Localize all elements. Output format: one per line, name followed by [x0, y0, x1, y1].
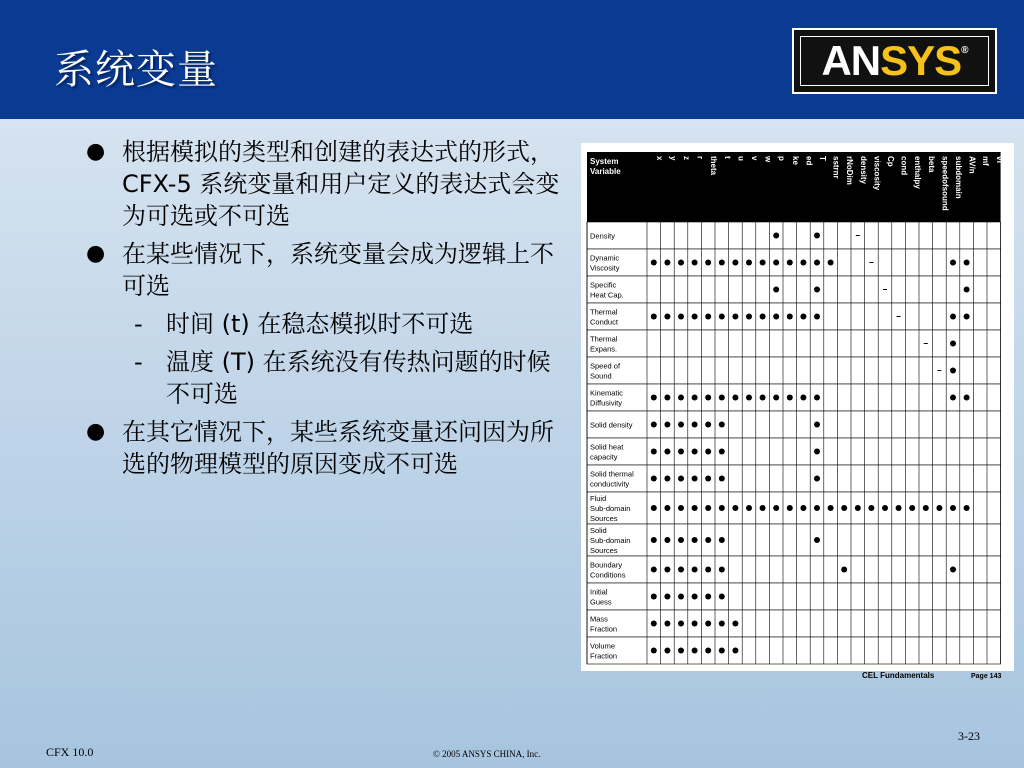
availability-dot [814, 395, 820, 401]
availability-dot [773, 233, 779, 239]
column-header: z [682, 156, 691, 160]
availability-dot [719, 476, 725, 482]
bullet-dot-icon: ● [86, 139, 106, 164]
bullet-dot-icon: ● [86, 241, 106, 266]
availability-dot [705, 505, 711, 511]
table-row [587, 610, 1001, 637]
table-row [587, 556, 1001, 583]
availability-dot [664, 314, 670, 320]
availability-dot [950, 341, 956, 347]
availability-dot [814, 260, 820, 266]
availability-dot [719, 567, 725, 573]
availability-dot [692, 648, 698, 654]
availability-dot [719, 621, 725, 627]
row-label: Mass [590, 614, 608, 624]
availability-dot [651, 648, 657, 654]
row-label: Sources [590, 514, 618, 523]
availability-dot [651, 449, 657, 455]
availability-dot [855, 505, 861, 511]
bullet-list [86, 136, 566, 486]
column-header: r [695, 156, 705, 160]
availability-dot [732, 505, 738, 511]
availability-dot [651, 594, 657, 600]
row-label: Thermal [590, 307, 618, 317]
row-label: Diffusivity [590, 398, 622, 408]
availability-dot [664, 621, 670, 627]
availability-dot [678, 505, 684, 511]
column-header: mf [981, 156, 991, 166]
availability-dot [678, 567, 684, 573]
availability-dot [814, 537, 820, 543]
availability-dot [732, 395, 738, 401]
availability-dot [950, 505, 956, 511]
availability-dot [950, 314, 956, 320]
availability-dot [705, 594, 711, 600]
availability-dot [705, 567, 711, 573]
availability-dot [732, 648, 738, 654]
sub-bullet-item [86, 346, 566, 410]
row-label: capacity [590, 452, 618, 462]
availability-dot [719, 594, 725, 600]
availability-dot [678, 621, 684, 627]
bullet-item [86, 238, 566, 302]
availability-dot [705, 260, 711, 266]
row-label: Volume [590, 641, 616, 651]
footer-copyright: © 2005 ANSYS CHINA, Inc. [433, 749, 541, 759]
availability-dot [664, 260, 670, 266]
availability-dot [719, 449, 725, 455]
availability-dot [678, 476, 684, 482]
column-header: y [668, 156, 678, 161]
availability-dot [651, 314, 657, 320]
availability-dot [950, 260, 956, 266]
availability-dot [814, 505, 820, 511]
availability-dot [882, 505, 888, 511]
availability-dot [692, 621, 698, 627]
page-number: 3-23 [958, 729, 980, 743]
row-label: Fraction [590, 624, 618, 634]
availability-dot [692, 476, 698, 482]
availability-dot [964, 260, 970, 266]
column-header: ed [804, 156, 814, 166]
row-label: Solid thermal [590, 469, 634, 479]
availability-dot [746, 505, 752, 511]
availability-dot [678, 260, 684, 266]
table-row [587, 637, 1001, 664]
availability-dot [868, 505, 874, 511]
availability-dot [692, 537, 698, 543]
availability-dot [705, 648, 711, 654]
availability-dot [719, 648, 725, 654]
sub-bullet-dash-icon: - [134, 310, 143, 338]
availability-dot [950, 395, 956, 401]
availability-dot [705, 422, 711, 428]
availability-dot [719, 314, 725, 320]
availability-dot [664, 648, 670, 654]
column-header: enthalpy [913, 156, 923, 189]
availability-dot [651, 505, 657, 511]
table-svg [587, 152, 1004, 680]
availability-dot [814, 476, 820, 482]
availability-dot [746, 314, 752, 320]
row-label: Heat Cap. [590, 290, 624, 300]
availability-dot [746, 260, 752, 266]
column-header: ke [790, 156, 800, 165]
row-label: Speed of [590, 361, 621, 371]
availability-dot [705, 395, 711, 401]
availability-dot [664, 594, 670, 600]
column-header: T [818, 156, 827, 161]
column-header: subdomain [954, 156, 963, 199]
bullet-text: 在某些情况下，系统变量会成为逻辑上不可选 [122, 240, 554, 300]
table-row [587, 438, 1001, 465]
availability-dot [692, 260, 698, 266]
availability-dot [651, 395, 657, 401]
column-header: viscosity [872, 156, 882, 191]
column-header: p [777, 156, 787, 161]
column-header: t [722, 156, 732, 159]
corner-label: Variable [590, 167, 621, 176]
availability-dot [705, 449, 711, 455]
availability-dot [814, 422, 820, 428]
availability-dot [719, 505, 725, 511]
availability-dot [678, 314, 684, 320]
availability-dot [760, 260, 766, 266]
availability-dot [664, 505, 670, 511]
table-caption: CEL Fundamentals [862, 671, 935, 680]
availability-dot [692, 449, 698, 455]
row-label: Sources [590, 546, 618, 555]
availability-dot [950, 567, 956, 573]
availability-dot [814, 449, 820, 455]
column-header: w [763, 156, 773, 163]
row-label: Sound [590, 371, 612, 381]
availability-dot [773, 260, 779, 266]
availability-dot [773, 287, 779, 293]
row-label: Kinematic [590, 388, 623, 398]
corner-label: System [590, 157, 619, 166]
availability-dot [787, 395, 793, 401]
row-label: Solid density [590, 420, 633, 430]
column-header: x [654, 156, 664, 161]
row-label: Fluid [590, 494, 607, 503]
row-label: Dynamic [590, 253, 620, 263]
availability-dot [664, 395, 670, 401]
table-row [587, 465, 1001, 492]
availability-dot [787, 314, 793, 320]
footer-version: CFX 10.0 [46, 745, 94, 759]
availability-dot [773, 505, 779, 511]
table-row [587, 276, 1001, 303]
row-label: Sub-domain [590, 536, 631, 545]
row-label: Initial [590, 587, 608, 597]
availability-dot [828, 260, 834, 266]
bullet-text: 在其它情况下，某些系统变量还问因为所选的物理模型的原因变成不可选 [122, 418, 554, 478]
availability-dot [705, 537, 711, 543]
availability-dot [651, 621, 657, 627]
availability-dot [923, 505, 929, 511]
column-header: vf [994, 156, 1004, 164]
column-header: cond [899, 156, 909, 176]
availability-dot [705, 476, 711, 482]
availability-dot [936, 505, 942, 511]
availability-dot [692, 422, 698, 428]
availability-dot [828, 505, 834, 511]
availability-dot [814, 314, 820, 320]
bullet-item [86, 136, 566, 232]
row-label: conductivity [590, 479, 630, 489]
column-header: density [858, 156, 868, 185]
availability-dot [773, 395, 779, 401]
availability-dot [814, 233, 820, 239]
row-label: Conduct [590, 317, 618, 327]
row-label: Guess [590, 597, 612, 607]
availability-dot [664, 537, 670, 543]
availability-dot [841, 567, 847, 573]
table-row [587, 384, 1001, 411]
slide-title: 系统变量 [54, 47, 218, 93]
availability-dot [678, 648, 684, 654]
availability-dot [705, 314, 711, 320]
availability-dot [773, 314, 779, 320]
column-header: theta [709, 156, 719, 176]
row-label: Viscosity [590, 263, 620, 273]
sub-bullet-dash-icon: - [134, 348, 143, 376]
logo-registered-mark: ® [961, 45, 968, 56]
sub-bullet-text: 温度 (T) 在系统没有传热问题的时候不可选 [166, 348, 551, 408]
row-label: Expans. [590, 344, 618, 354]
column-header: Cp [886, 156, 895, 167]
row-label: Thermal [590, 334, 618, 344]
availability-dot [692, 567, 698, 573]
bullet-text: 根据模拟的类型和创建的表达式的形式，CFX-5 系统变量和用户定义的表达式会变为可选或不可选 [122, 138, 560, 230]
table-row [587, 330, 1001, 357]
availability-dot [678, 537, 684, 543]
availability-dot [678, 395, 684, 401]
availability-dot [692, 505, 698, 511]
row-label: Fraction [590, 651, 618, 661]
availability-dot [760, 395, 766, 401]
availability-dot [964, 314, 970, 320]
variable-availability-table [587, 152, 1004, 680]
availability-dot [719, 395, 725, 401]
table-row [587, 249, 1001, 276]
row-label: Conditions [590, 570, 626, 580]
row-label: Density [590, 231, 616, 241]
availability-dot [800, 395, 806, 401]
column-header: beta [926, 156, 936, 173]
ansys-logo [792, 28, 997, 94]
availability-dot [964, 505, 970, 511]
availability-dot [719, 537, 725, 543]
availability-dot [746, 395, 752, 401]
table-page-ref: Page 143 [971, 673, 1002, 680]
availability-dot [678, 594, 684, 600]
logo-frame [800, 36, 989, 86]
availability-dot [800, 505, 806, 511]
availability-dot [732, 621, 738, 627]
availability-dot [800, 314, 806, 320]
availability-dot [760, 314, 766, 320]
availability-dot [896, 505, 902, 511]
availability-dot [719, 260, 725, 266]
availability-dot [800, 260, 806, 266]
logo-text-an: AN [821, 37, 881, 84]
availability-dot [651, 567, 657, 573]
availability-dot [787, 505, 793, 511]
bullet-dot-icon: ● [86, 419, 106, 444]
column-header: sstrnr [831, 156, 841, 179]
column-header: v [750, 156, 759, 161]
availability-dot [719, 422, 725, 428]
availability-dot [909, 505, 915, 511]
availability-dot [950, 368, 956, 374]
column-header: AV/n [967, 156, 977, 174]
table-row [587, 222, 1001, 249]
availability-dot [787, 260, 793, 266]
availability-dot [760, 505, 766, 511]
availability-dot [664, 422, 670, 428]
logo-text-sys: SYS [880, 37, 962, 84]
availability-dot [678, 422, 684, 428]
table-row [587, 524, 1001, 556]
availability-dot [692, 594, 698, 600]
table-row [587, 411, 1001, 438]
column-header: rNoDim [845, 156, 855, 185]
sub-bullet-text: 时间 (t) 在稳态模拟时不可选 [166, 310, 474, 338]
row-label: Sub-domain [590, 504, 631, 513]
availability-dot [692, 395, 698, 401]
availability-dot [964, 287, 970, 293]
availability-dot [705, 621, 711, 627]
availability-dot [664, 567, 670, 573]
header-bar [0, 0, 1024, 119]
availability-dot [651, 537, 657, 543]
availability-dot [964, 395, 970, 401]
row-label: Boundary [590, 560, 623, 570]
availability-dot [651, 422, 657, 428]
table-row [587, 583, 1001, 610]
row-label: Solid heat [590, 442, 624, 452]
column-header: u [736, 156, 746, 161]
availability-dot [841, 505, 847, 511]
bullet-item [86, 416, 566, 480]
variable-availability-figure [581, 143, 1014, 680]
availability-dot [814, 287, 820, 293]
availability-dot [692, 314, 698, 320]
availability-dot [651, 260, 657, 266]
table-row [587, 303, 1001, 330]
availability-dot [664, 449, 670, 455]
column-header: speedofsound [940, 156, 950, 211]
availability-dot [664, 476, 670, 482]
row-label: Specific [590, 280, 617, 290]
availability-dot [732, 260, 738, 266]
sub-bullet-item [86, 308, 566, 340]
availability-dot [651, 476, 657, 482]
row-label: Solid [590, 526, 607, 535]
availability-dot [732, 314, 738, 320]
availability-dot [678, 449, 684, 455]
